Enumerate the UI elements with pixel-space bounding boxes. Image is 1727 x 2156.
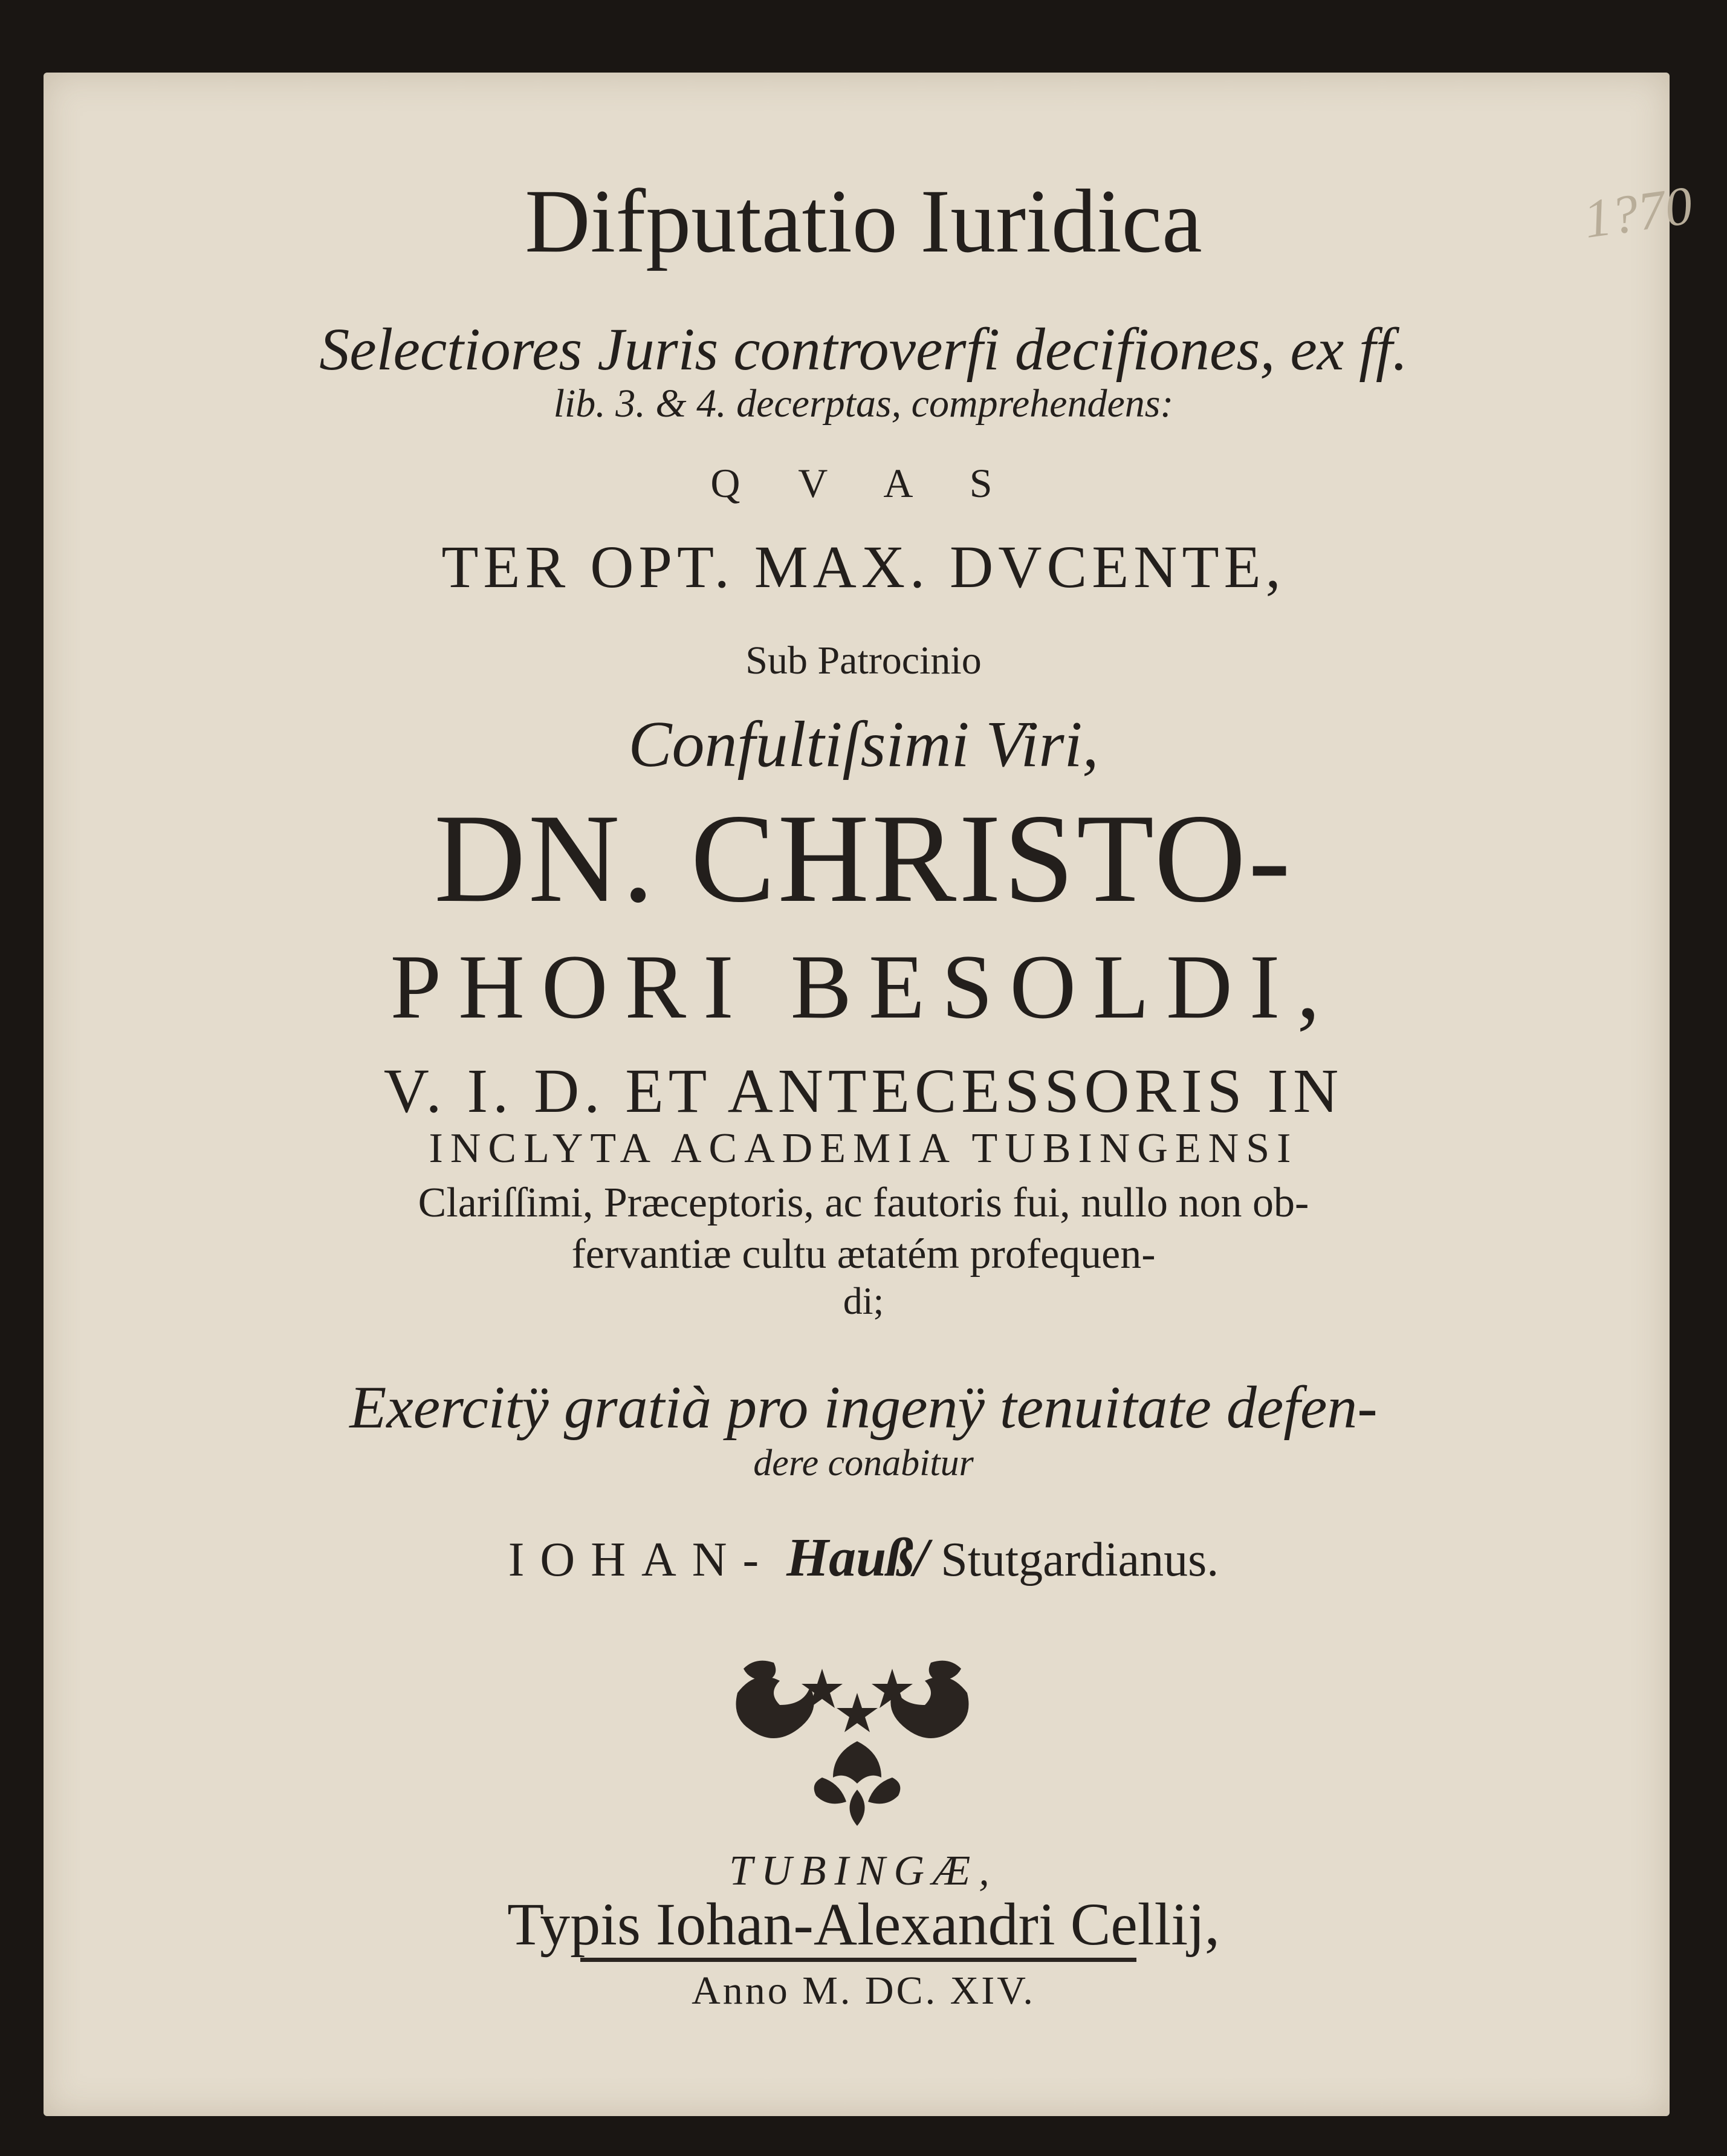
imprint-rule (580, 1958, 1136, 1962)
sub-patrocinio: Sub Patrocinio (745, 638, 982, 683)
subtitle-line-1: Selectiores Juris controverfi decifiones, ex ff. (319, 316, 1408, 383)
vid-line-2: INCLYTA ACADEMIA TUBINGENSI (429, 1125, 1298, 1172)
author-name: Hauß/ (786, 1528, 929, 1588)
fleuron-left-icon (736, 1661, 814, 1738)
vid-line-1: V. I. D. ET ANTECESSORIS IN (383, 1056, 1344, 1126)
title: Difputatio Iuridica (525, 171, 1202, 271)
clarissimi-line-3: di; (843, 1279, 884, 1322)
fleuron-right-icon (890, 1661, 968, 1738)
author-suffix: Stutgardianus. (941, 1533, 1219, 1586)
quas-heading: Q V A S (710, 460, 1017, 506)
pencil-margin-note: 1?70 (1580, 175, 1697, 250)
imprint-place: TUBINGÆ, (729, 1848, 998, 1894)
dedicatee-name-line-1: DN. CHRISTO- (434, 788, 1293, 929)
exercitii-line-1: Exercitÿ gratià pro ingenÿ tenuitate defen- (349, 1374, 1378, 1441)
subtitle-line-2: lib. 3. & 4. decerptas, comprehendens: (553, 382, 1174, 426)
author-prefix: IOHAN- (508, 1533, 775, 1586)
consultissimi-viri: Confultiſsimi Viri, (628, 709, 1099, 781)
fleuron-bottom-icon (814, 1741, 901, 1826)
star-icon (837, 1693, 878, 1732)
imprint-year: Anno M. DC. XIV. (692, 1969, 1035, 2013)
ter-opt-max-line: TER OPT. MAX. DVCENTE, (441, 533, 1286, 600)
clarissimi-line-1: Clariſſimi, Præceptoris, ac fautoris fui, nullo non ob- (418, 1180, 1309, 1226)
dedicatee-name-line-2: PHORI BESOLDI, (390, 936, 1337, 1037)
imprint-printer: Typis Iohan-Alexandri Cellij, (507, 1891, 1220, 1958)
exercitii-line-2: dere conabitur (753, 1443, 974, 1484)
clarissimi-line-2: fervantiæ cultu ætatém profequen- (571, 1231, 1156, 1278)
